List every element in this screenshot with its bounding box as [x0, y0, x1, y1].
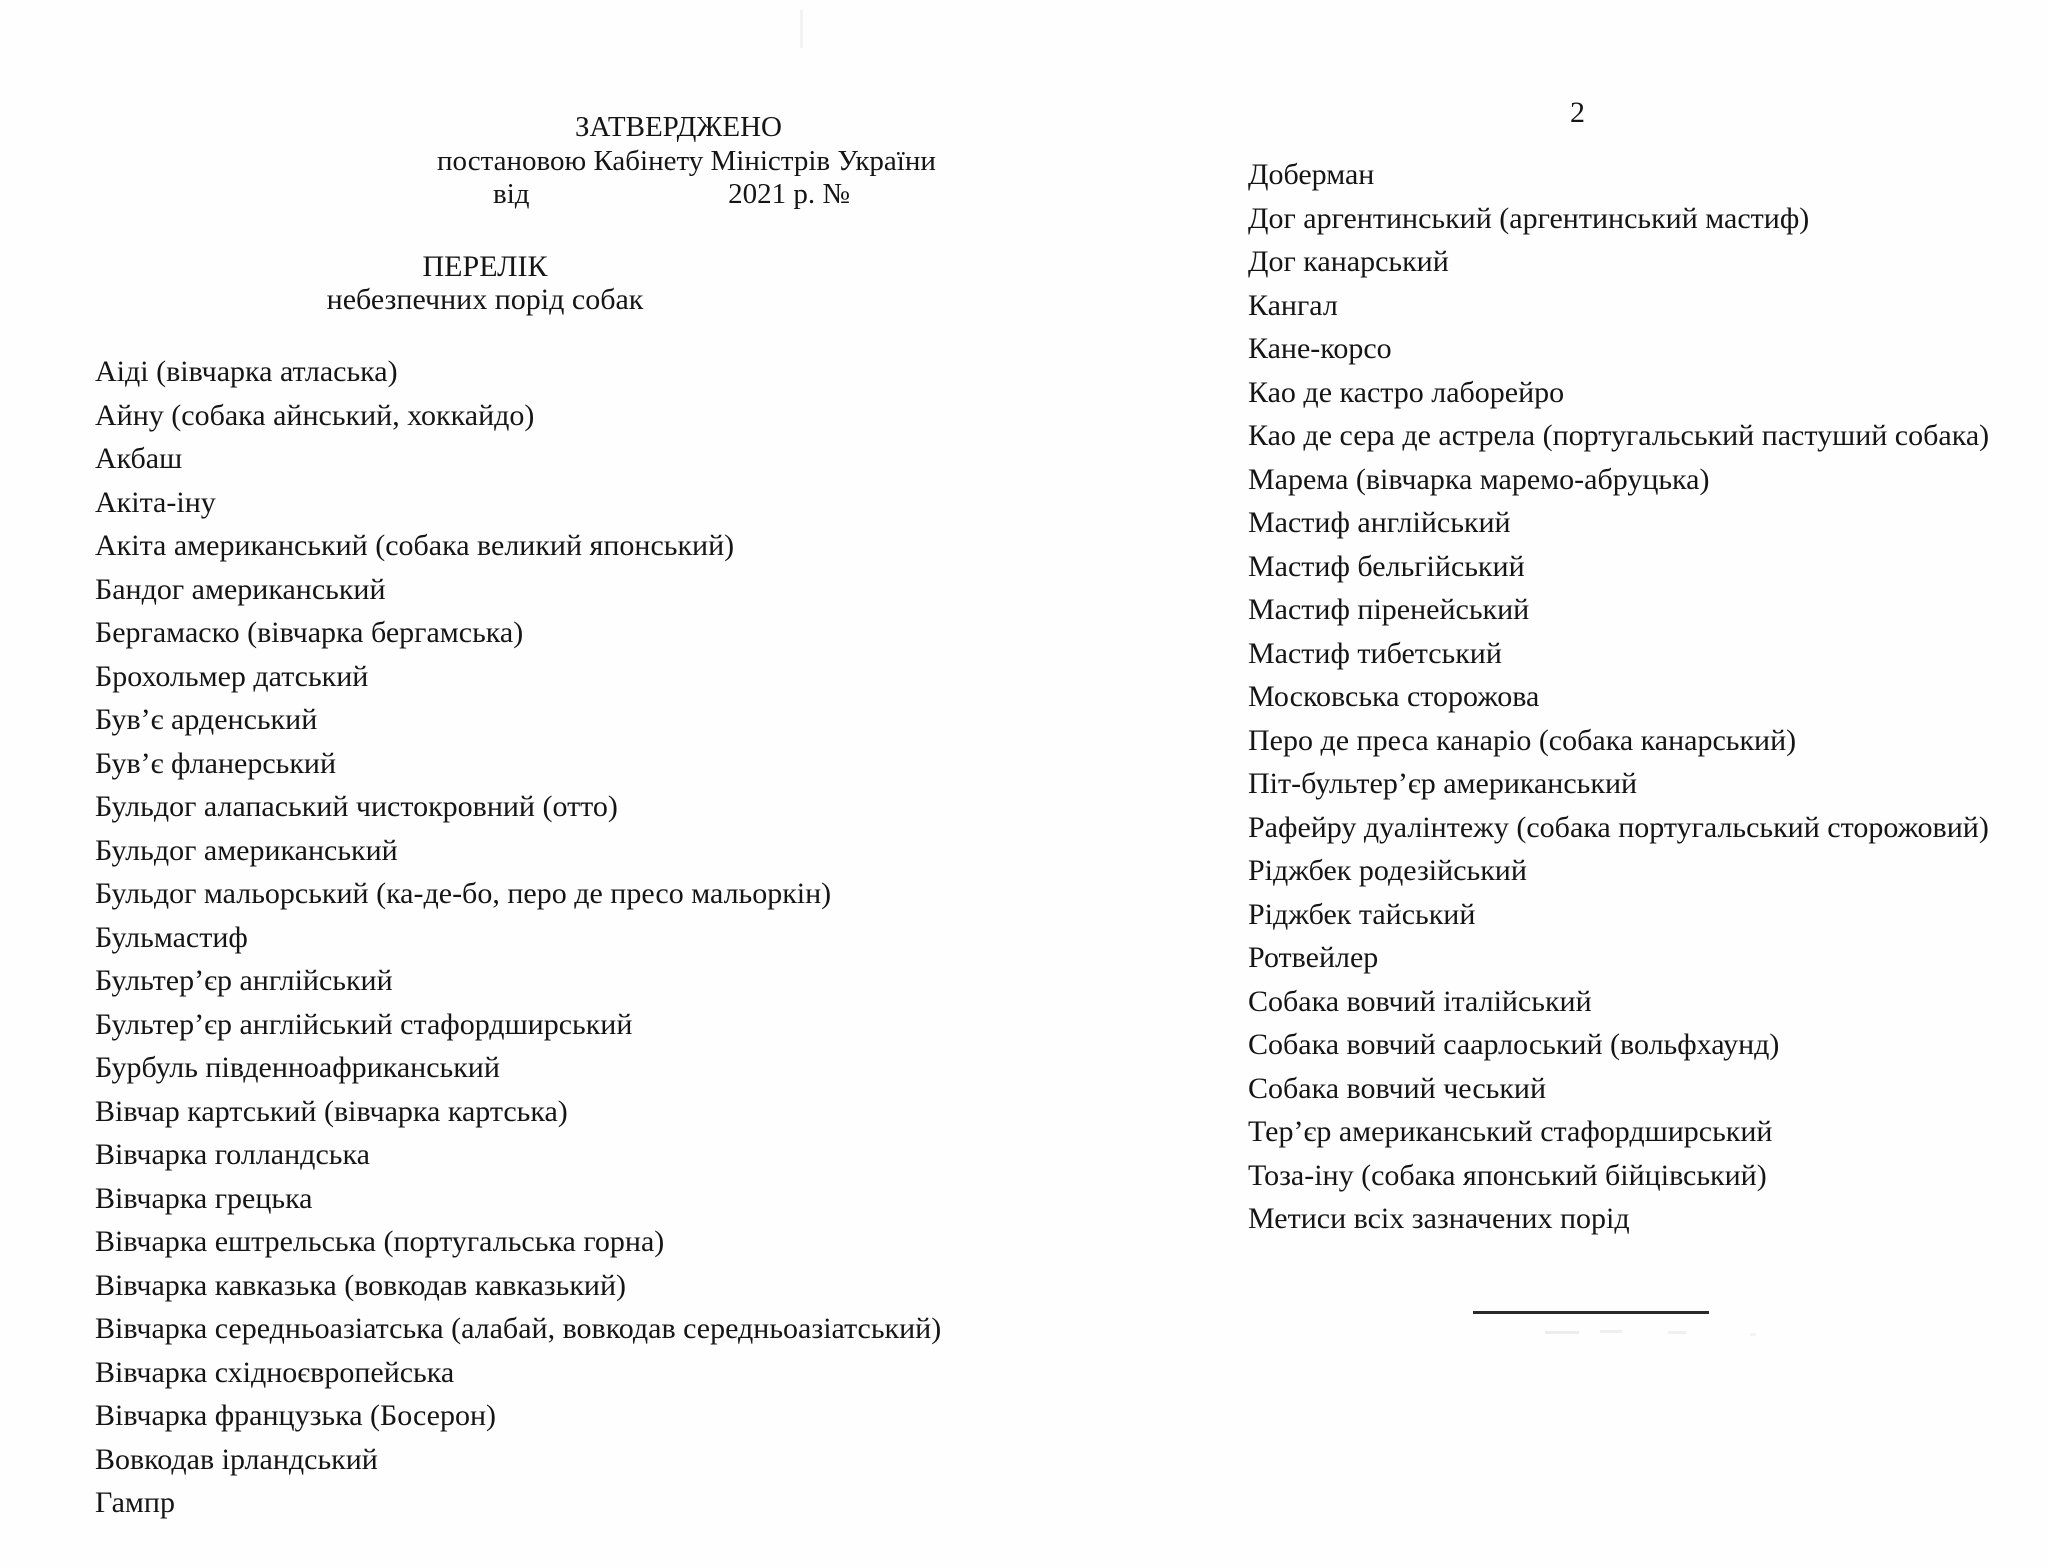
breed-list-item: Рафейру дуалінтежу (собака португальський сторожовий) [1248, 810, 1989, 844]
breed-list-item: Акбаш [95, 442, 183, 475]
breed-list-item: Аіді (вівчарка атласька) [95, 355, 398, 388]
breed-list-item: Бультер’єр англійський стафордширський [95, 1007, 633, 1041]
approval-block [437, 111, 936, 212]
breed-list-item: Тоза-іну (собака японський бійцівський) [1248, 1158, 1767, 1192]
scan-artifact [1668, 1331, 1686, 1334]
scan-artifact [1545, 1331, 1579, 1334]
breed-list-item: Ріджбек тайський [1248, 897, 1476, 931]
breed-list-item: Ріджбек родезійський [1248, 854, 1527, 887]
breed-list-item: Вовкодав ірландський [95, 1442, 378, 1476]
breed-list-item: Брохольмер датський [95, 659, 369, 693]
breed-list-item: Мастиф бельгійський [1248, 549, 1525, 583]
breed-list-item: Вівчарка кавказька (вовкодав кавказький) [95, 1268, 627, 1302]
breed-list-item: Собака вовчий саарлоський (вольфхаунд) [1248, 1028, 1780, 1061]
breed-list-item: Вівчарка східноєвропейська [95, 1355, 455, 1389]
breed-list-item: Айну (собака айнський, хоккайдо) [95, 398, 535, 432]
document-subtitle: небезпечних порід собак [326, 283, 644, 316]
breed-list-item: Тер’єр американський стафордширський [1248, 1115, 1773, 1148]
breed-list-item: Вівчарка голландська [95, 1138, 370, 1171]
approval-stamp-label: ЗАТВЕРДЖЕНО [574, 111, 782, 143]
breed-list-item: Марема (вівчарка маремо-абруцька) [1248, 462, 1710, 496]
blank-signature-line [1473, 1311, 1709, 1314]
breed-list-right-column [1248, 153, 1989, 1241]
approval-authority-label: постановою Кабінету Міністрів України [437, 144, 936, 177]
scan-artifact [1600, 1330, 1622, 1333]
breed-list-item: Доберман [1248, 158, 1375, 191]
breed-list-item: Бульдог алапаський чистокровний (отто) [95, 790, 618, 823]
breed-list-item: Собака вовчий італійський [1248, 984, 1592, 1018]
breed-list-item: Московська сторожова [1248, 680, 1540, 713]
breed-list-item: Піт-бультер’єр американський [1248, 767, 1638, 800]
breed-list-item: Дог аргентинський (аргентинський мастиф) [1248, 201, 1810, 235]
approval-date-number-label: 2021 р. № [728, 178, 850, 210]
breed-list-item: Бульдог мальорський (ка-де-бо, перо де пресо мальоркін) [95, 877, 832, 910]
approval-date-line [437, 178, 920, 212]
page-number: 2 [1570, 96, 1585, 129]
breed-list-item: Перо де преса канаріо (собака канарський) [1248, 723, 1797, 757]
breed-list-item: Бультер’єр англійський [95, 964, 393, 997]
approval-date-from-label: від [493, 178, 530, 210]
breed-list-item: Бандог американський [95, 572, 386, 606]
breed-list-item: Бурбуль південноафриканський [95, 1051, 500, 1084]
breed-list-item: Кане-корсо [1248, 332, 1392, 365]
breed-list-item: Мастиф тибетський [1248, 636, 1502, 670]
breed-list-item: Вівчарка французька (Босерон) [95, 1399, 497, 1432]
document-title-block [95, 250, 875, 316]
breed-list-item: Дог канарський [1248, 245, 1449, 278]
breed-list-item: Бергамаско (вівчарка бергамська) [95, 616, 524, 649]
breed-list-item: Бульмастиф [95, 920, 248, 954]
breed-list-item: Акіта американський (собака великий японський) [95, 529, 735, 562]
breed-list-item: Був’є фланерський [95, 746, 337, 780]
breed-list-item: Був’є арденський [95, 703, 318, 736]
breed-list-item: Вівчарка грецька [95, 1181, 313, 1215]
breed-list-item: Ротвейлер [1248, 941, 1379, 974]
breed-list-item: Вівчар картський (вівчарка картська) [95, 1094, 568, 1128]
breed-list-item: Мастиф піренейський [1248, 593, 1530, 626]
breed-list-left-column [95, 350, 941, 1525]
breed-list-item: Акіта-іну [95, 485, 216, 519]
breed-list-item: Као де сера де астрела (португальський пастуший собака) [1248, 419, 1990, 452]
scan-artifact [800, 10, 803, 48]
document-title: ПЕРЕЛІК [422, 250, 548, 283]
breed-list-item: Као де кастро лаборейро [1248, 375, 1565, 409]
breed-list-item: Гампр [95, 1486, 175, 1519]
breed-list-item: Вівчарка ештрельська (португальська горна) [95, 1225, 665, 1258]
breed-list-item: Собака вовчий чеський [1248, 1071, 1547, 1105]
breed-list-item: Мастиф англійський [1248, 506, 1511, 539]
breed-list-item: Вівчарка середньоазіатська (алабай, вовкодав середньоазіатський) [95, 1312, 942, 1345]
scan-artifact [1750, 1333, 1756, 1336]
breed-list-item: Метиси всіх зазначених порід [1248, 1202, 1630, 1235]
breed-list-item: Кангал [1248, 288, 1338, 322]
breed-list-item: Бульдог американський [95, 833, 398, 867]
